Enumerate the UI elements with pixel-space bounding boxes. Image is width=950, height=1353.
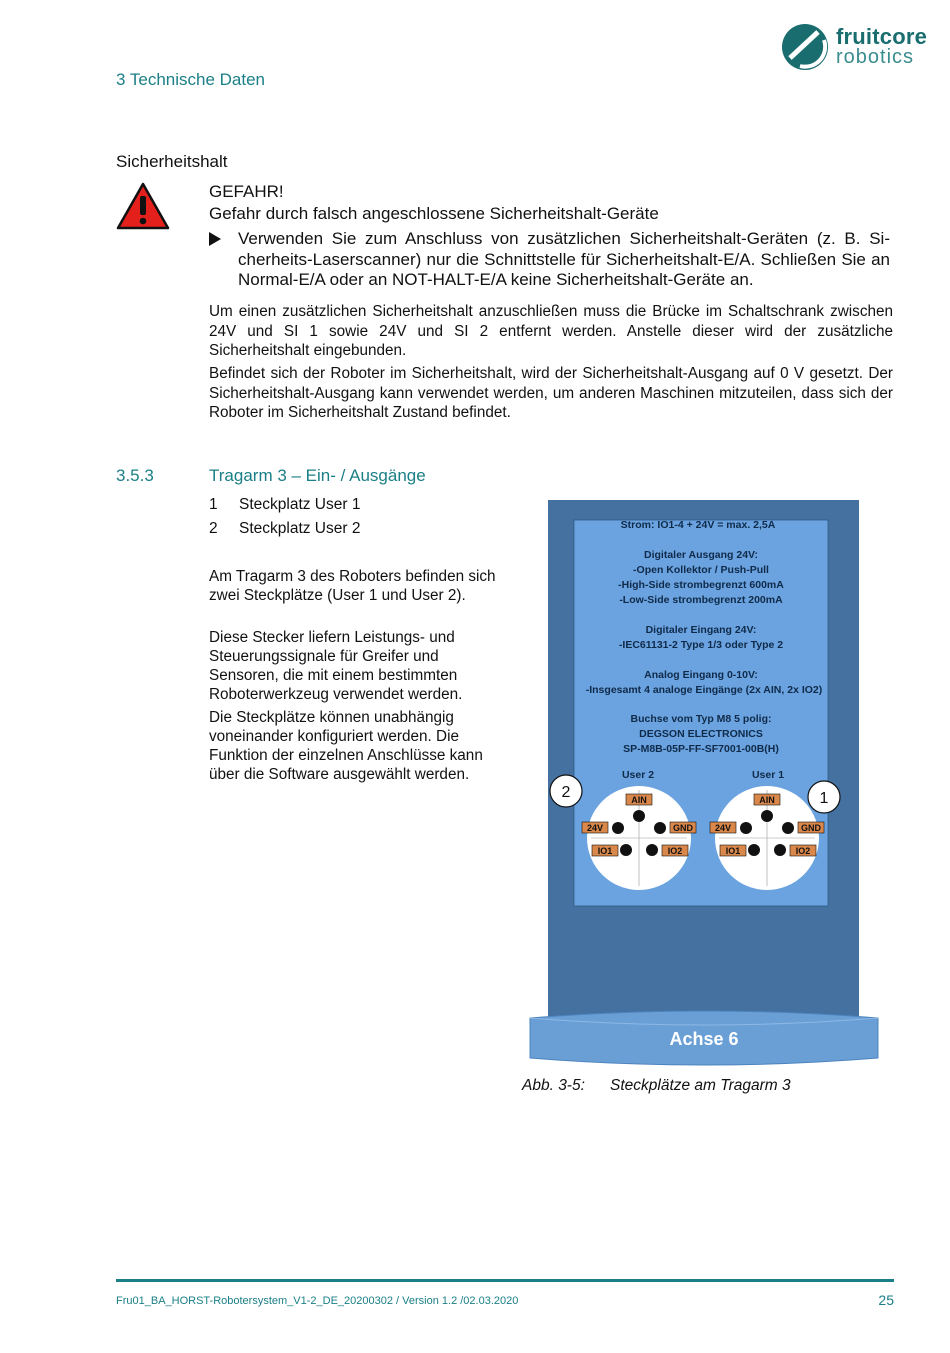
pin-label: AIN [759, 795, 775, 805]
spec-line: Strom: IO1-4 + 24V = max. 2,5A [620, 519, 776, 531]
spec-line: Buchse vom Typ M8 5 polig: [630, 713, 772, 725]
body-paragraph: Die Steckplätze können unabhängig voneinander konfiguriert werden. Die Funktion der einzelnen Anschlüsse kann über die Software ausgewählt werden. [209, 709, 483, 783]
spec-line: -Low-Side strombegrenzt 200mA [619, 594, 783, 606]
list-item-text: Steckplatz User 1 [239, 496, 361, 513]
spec-line: Digitaler Eingang 24V: [645, 624, 757, 636]
pin-label: GND [673, 823, 693, 833]
spec-line: -Open Kollektor / Push-Pull [633, 564, 769, 576]
list-item-text: Steckplatz User 2 [239, 520, 361, 537]
spec-line: Digitaler Ausgang 24V: [644, 549, 758, 561]
spec-line: -High-Side strombegrenzt 600mA [618, 579, 784, 591]
pin-label: 24V [586, 823, 604, 833]
pin-label: GND [801, 823, 821, 833]
footer-document-info: Fru01_BA_HORST-Robotersystem_V1-2_DE_20200302 / Version 1.2 /02.03.2020 [116, 1295, 519, 1307]
chapter-title: 3 Technische Daten [116, 70, 266, 89]
axis6-cylinder [530, 1011, 878, 1065]
danger-subtitle: Gefahr durch falsch angeschlossene Sicherheitshalt-Geräte [209, 204, 659, 223]
connector-diagram [522, 496, 892, 1076]
danger-title: GEFAHR! [209, 182, 284, 201]
body-paragraph: Am Tragarm 3 des Roboters befinden sich zwei Steckplätze (User 1 und User 2). [209, 568, 496, 604]
spec-line: -IEC61131-2 Type 1/3 oder Type 2 [618, 639, 784, 651]
list-item-number: 1 [209, 496, 218, 513]
company-logo [780, 22, 932, 74]
user1-label: User 1 [751, 769, 785, 781]
spec-line: -Insgesamt 4 analoge Eingänge (2x AIN, 2x IO2) [585, 684, 823, 696]
spec-line: Analog Eingang 0-10V: [644, 669, 758, 681]
pin-label: IO2 [667, 846, 683, 856]
axis6-label: Achse 6 [669, 1029, 739, 1049]
user2-label: User 2 [621, 769, 655, 781]
page-number: 25 [878, 1292, 894, 1308]
callout-2: 2 [561, 784, 571, 801]
figure-caption-text: Steckplätze am Tragarm 3 [610, 1077, 791, 1094]
paragraph-bridge: Um einen zusätzlichen Sicherheitshalt anzuschließen muss die Brücke im Schaltschrank zwischen 24V und SI 1 sowie 24V und SI 2 entfernt werden. Anstelle dieser wird der zusätzliche Sicherheitshalt eingebunden. [209, 303, 893, 359]
spec-line: SP-M8B-05P-FF-SF7001-00B(H) [623, 743, 779, 755]
subsection-title: Tragarm 3 – Ein- / Ausgänge [209, 466, 426, 485]
callout-1: 1 [819, 790, 829, 807]
pin-label: IO1 [597, 846, 613, 856]
logo-mark-icon [780, 22, 830, 72]
body-paragraph: Diese Stecker liefern Leistungs- und Steuerungssignale für Greifer und Sensoren, die mit einem bestimmten Roboterwerkzeug verwendet werden. [209, 629, 463, 703]
logo-text-robotics: robotics [836, 46, 915, 68]
footer-divider [116, 1279, 894, 1282]
spec-line: DEGSON ELECTRONICS [639, 728, 763, 740]
pin-label: 24V [714, 823, 732, 833]
bullet-arrow-icon [209, 232, 221, 246]
subsection-number: 3.5.3 [116, 466, 154, 485]
pin-label: AIN [631, 795, 647, 805]
danger-instruction: Verwenden Sie zum Anschluss von zusätzlichen Sicherheitshalt-Geräten (z. B. Sicherheits-Laserscanner) nur die Schnittstelle für Sicherheitshalt-E/A. Schließen Sie an Normal-E/A oder an NOT-HALT-E/A keine Sicherheitshalt-Geräte an. [238, 229, 890, 289]
paragraph-output: Befindet sich der Roboter im Sicherheitshalt, wird der Sicherheitshalt-Ausgang auf 0 V gesetzt. Der Sicherheitshalt-Ausgang kann verwendet werden, um anderen Maschinen mitzuteilen, dass sich der Roboter im Sicherheitshalt Zustand befindet. [209, 365, 893, 421]
figure-caption-label: Abb. 3-5: [522, 1077, 585, 1094]
warning-triangle-icon [116, 182, 170, 230]
section-label: Sicherheitshalt [116, 152, 228, 171]
pin-label: IO1 [725, 846, 741, 856]
list-item-number: 2 [209, 520, 218, 537]
logo-text-fruitcore: fruitcore [836, 24, 928, 49]
pin-label: IO2 [795, 846, 811, 856]
